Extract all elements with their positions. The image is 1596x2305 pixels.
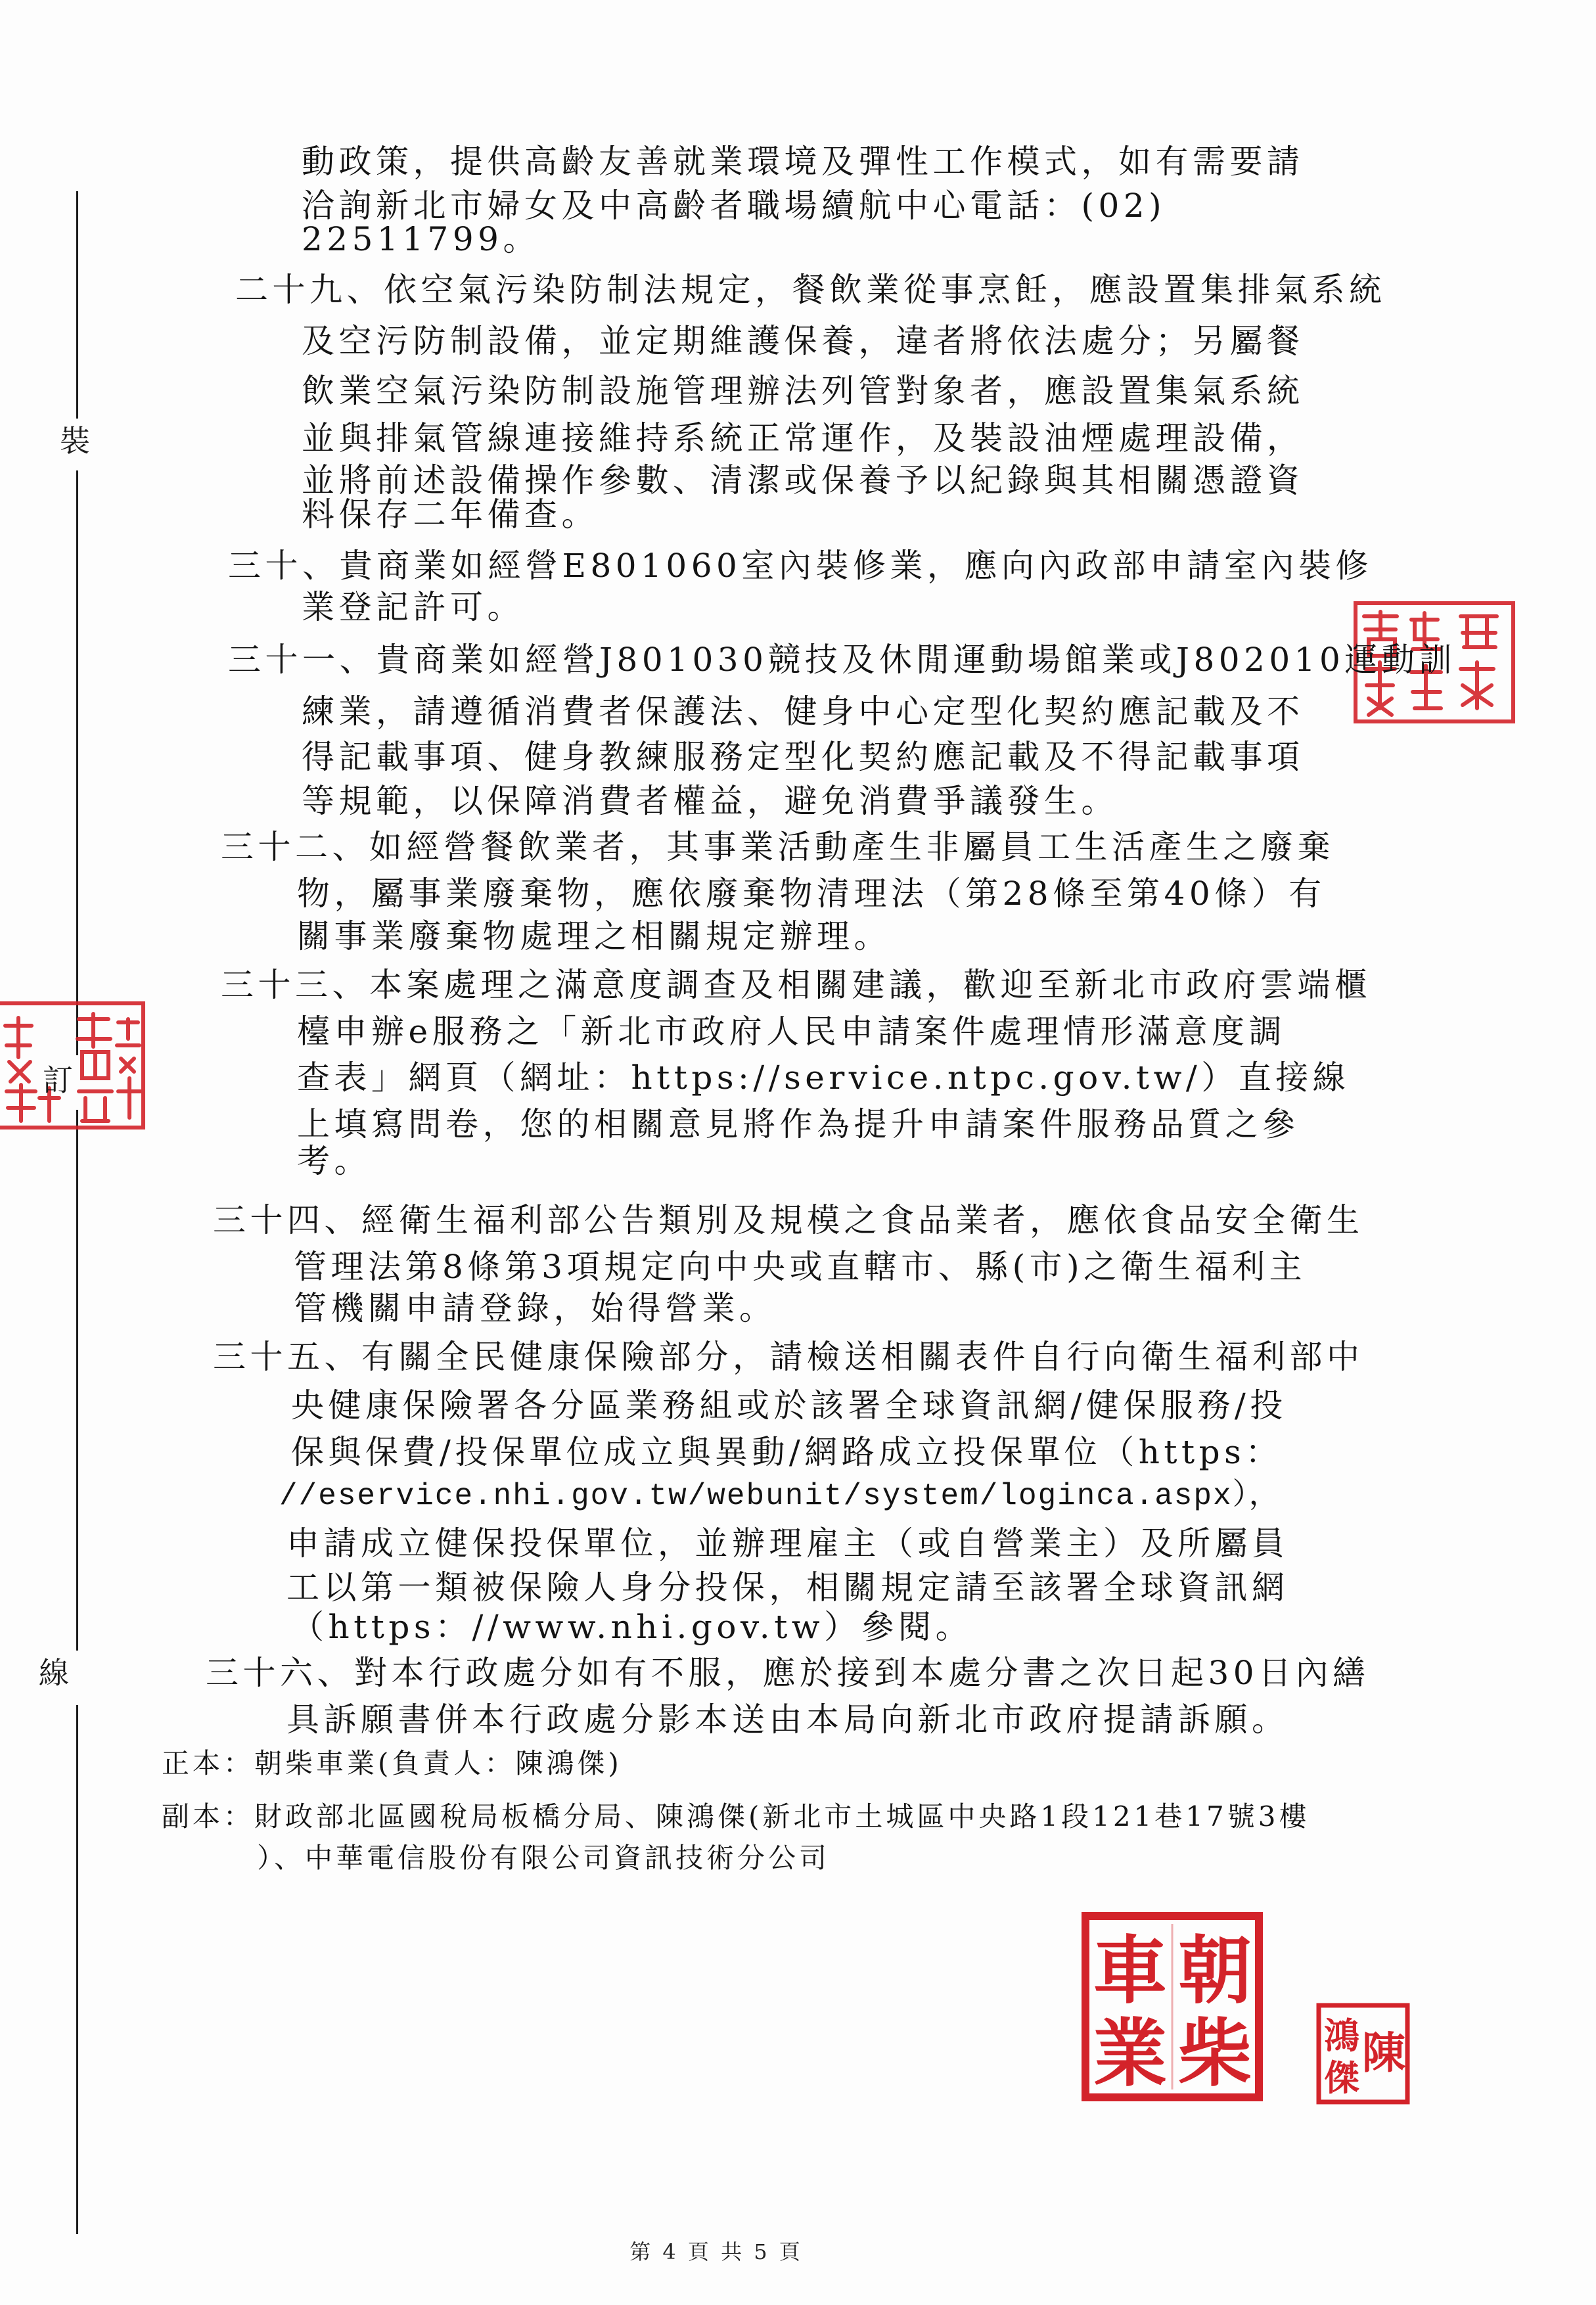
- page-indicator: 第 4 頁 共 5 頁: [629, 2239, 803, 2264]
- owner-seal-char: 陳: [1362, 2027, 1405, 2078]
- copy-recipients-line: 副本：財政部北區國稅局板橋分局、陳鴻傑(新北市土城區中央路1段121巷17號3樓: [162, 1800, 1310, 1833]
- item-line: 央健康保險署各分區業務組或於該署全球資訊網/健保服務/投: [291, 1386, 1287, 1425]
- item-line: 三十、貴商業如經營E801060室內裝修業，應向內政部申請室內裝修: [228, 547, 1373, 585]
- item-line: 物，屬事業廢棄物，應依廢棄物清理法（第28條至第40條）有: [297, 875, 1326, 913]
- item-line: 料保存二年備查。: [302, 495, 599, 534]
- item-line: 上填寫問卷，您的相關意見將作為提升申請案件服務品質之參: [297, 1105, 1300, 1143]
- body-line: 洽詢新北市婦女及中高齡者職場續航中心電話：(02): [302, 187, 1166, 225]
- binding-label-bottom: 線: [39, 1655, 69, 1691]
- item-line: 檯申辦e服務之「新北市政府人民申請案件處理情形滿意度調: [297, 1013, 1287, 1051]
- item-line: 三十五、有關全民健康保險部分，請檢送相關表件自行向衛生福利部中: [213, 1338, 1364, 1376]
- company-seal-char: 朝: [1178, 1928, 1252, 2014]
- owner-seal-char: 傑: [1324, 2057, 1359, 2099]
- item-line: 工以第一類被保險人身分投保，相關規定請至該署全球資訊網: [286, 1568, 1289, 1607]
- item-line: 得記載事項、健身教練服務定型化契約應記載及不得記載事項: [302, 738, 1304, 776]
- item-line: 管理法第8條第3項規定向中央或直轄市、縣(市)之衛生福利主: [294, 1248, 1307, 1286]
- owner-seal-char: 鴻: [1324, 2015, 1359, 2057]
- item-line: 三十一、貴商業如經營J801030競技及休閒運動場館業或J802010運動訓: [228, 641, 1456, 679]
- item-line-url: //eservice.nhi.gov.tw/webunit/system/loginca.aspx），: [279, 1479, 1281, 1513]
- item-line: 考。: [297, 1142, 371, 1180]
- item-line: 三十四、經衛生福利部公告類別及規模之食品業者，應依食品安全衛生: [213, 1201, 1364, 1239]
- item-line: 飲業空氣污染防制設施管理辦法列管對象者，應設置集氣系統: [302, 372, 1304, 410]
- body-line: 22511799。: [302, 220, 540, 258]
- owner-seal: [1315, 2002, 1411, 2105]
- item-line: 保與保費/投保單位成立與異動/網路成立投保單位（https：: [291, 1433, 1283, 1471]
- item-line: 關事業廢棄物處理之相關規定辦理。: [297, 917, 891, 955]
- binding-line-segment: [76, 470, 78, 1055]
- company-seal: [1080, 1911, 1264, 2103]
- binding-line-segment: [76, 191, 78, 419]
- item-line: 及空污防制設備，並定期維護保養，違者將依法處分；另屬餐: [302, 322, 1304, 360]
- binding-label-middle: 訂: [43, 1062, 73, 1098]
- body-line: 動政策，提供高齡友善就業環境及彈性工作模式，如有需要請: [302, 143, 1304, 181]
- item-line: 並與排氣管線連接維持系統正常運作，及裝設油煙處理設備，: [302, 419, 1304, 457]
- item-line: 三十二、如經營餐飲業者，其事業活動產生非屬員工生活產生之廢棄: [221, 828, 1334, 866]
- original-recipient: 正本：朝柴車業(負責人：陳鴻傑): [162, 1747, 622, 1779]
- copy-recipients-line: ）、中華電信股份有限公司資訊技術分公司: [257, 1842, 831, 1874]
- item-line: 並將前述設備操作參數、清潔或保養予以紀錄與其相關憑證資: [302, 461, 1304, 499]
- item-line: （https：//www.nhi.gov.tw）參閱。: [291, 1608, 973, 1646]
- item-line: 三十三、本案處理之滿意度調查及相關建議，歡迎至新北市政府雲端櫃: [221, 966, 1372, 1004]
- item-line: 管機關申請登錄，始得營業。: [294, 1289, 777, 1327]
- item-line: 二十九、依空氣污染防制法規定，餐飲業從事烹飪，應設置集排氣系統: [235, 271, 1386, 309]
- item-line: 練業，請遵循消費者保護法、健身中心定型化契約應記載及不: [302, 693, 1304, 731]
- item-line: 等規範，以保障消費者權益，避免消費爭議發生。: [302, 782, 1118, 820]
- item-line: 三十六、對本行政處分如有不服，應於接到本處分書之次日起30日內繕: [206, 1654, 1370, 1692]
- binding-line-segment: [76, 1705, 78, 2234]
- binding-label-top: 裝: [60, 423, 90, 459]
- item-line: 申請成立健保投保單位，並辦理雇主（或自營業主）及所屬員: [286, 1524, 1289, 1563]
- item-line: 業登記許可。: [302, 588, 524, 626]
- company-seal-char: 柴: [1178, 2011, 1252, 2097]
- company-seal-char: 車: [1093, 1928, 1167, 2014]
- item-line: 具訴願書併本行政處分影本送由本局向新北市政府提請訴願。: [286, 1700, 1289, 1739]
- company-seal-char: 業: [1093, 2011, 1167, 2097]
- item-line: 查表」網頁（網址：https://service.ntpc.gov.tw/）直接線: [297, 1059, 1350, 1097]
- binding-line-segment: [76, 1110, 78, 1651]
